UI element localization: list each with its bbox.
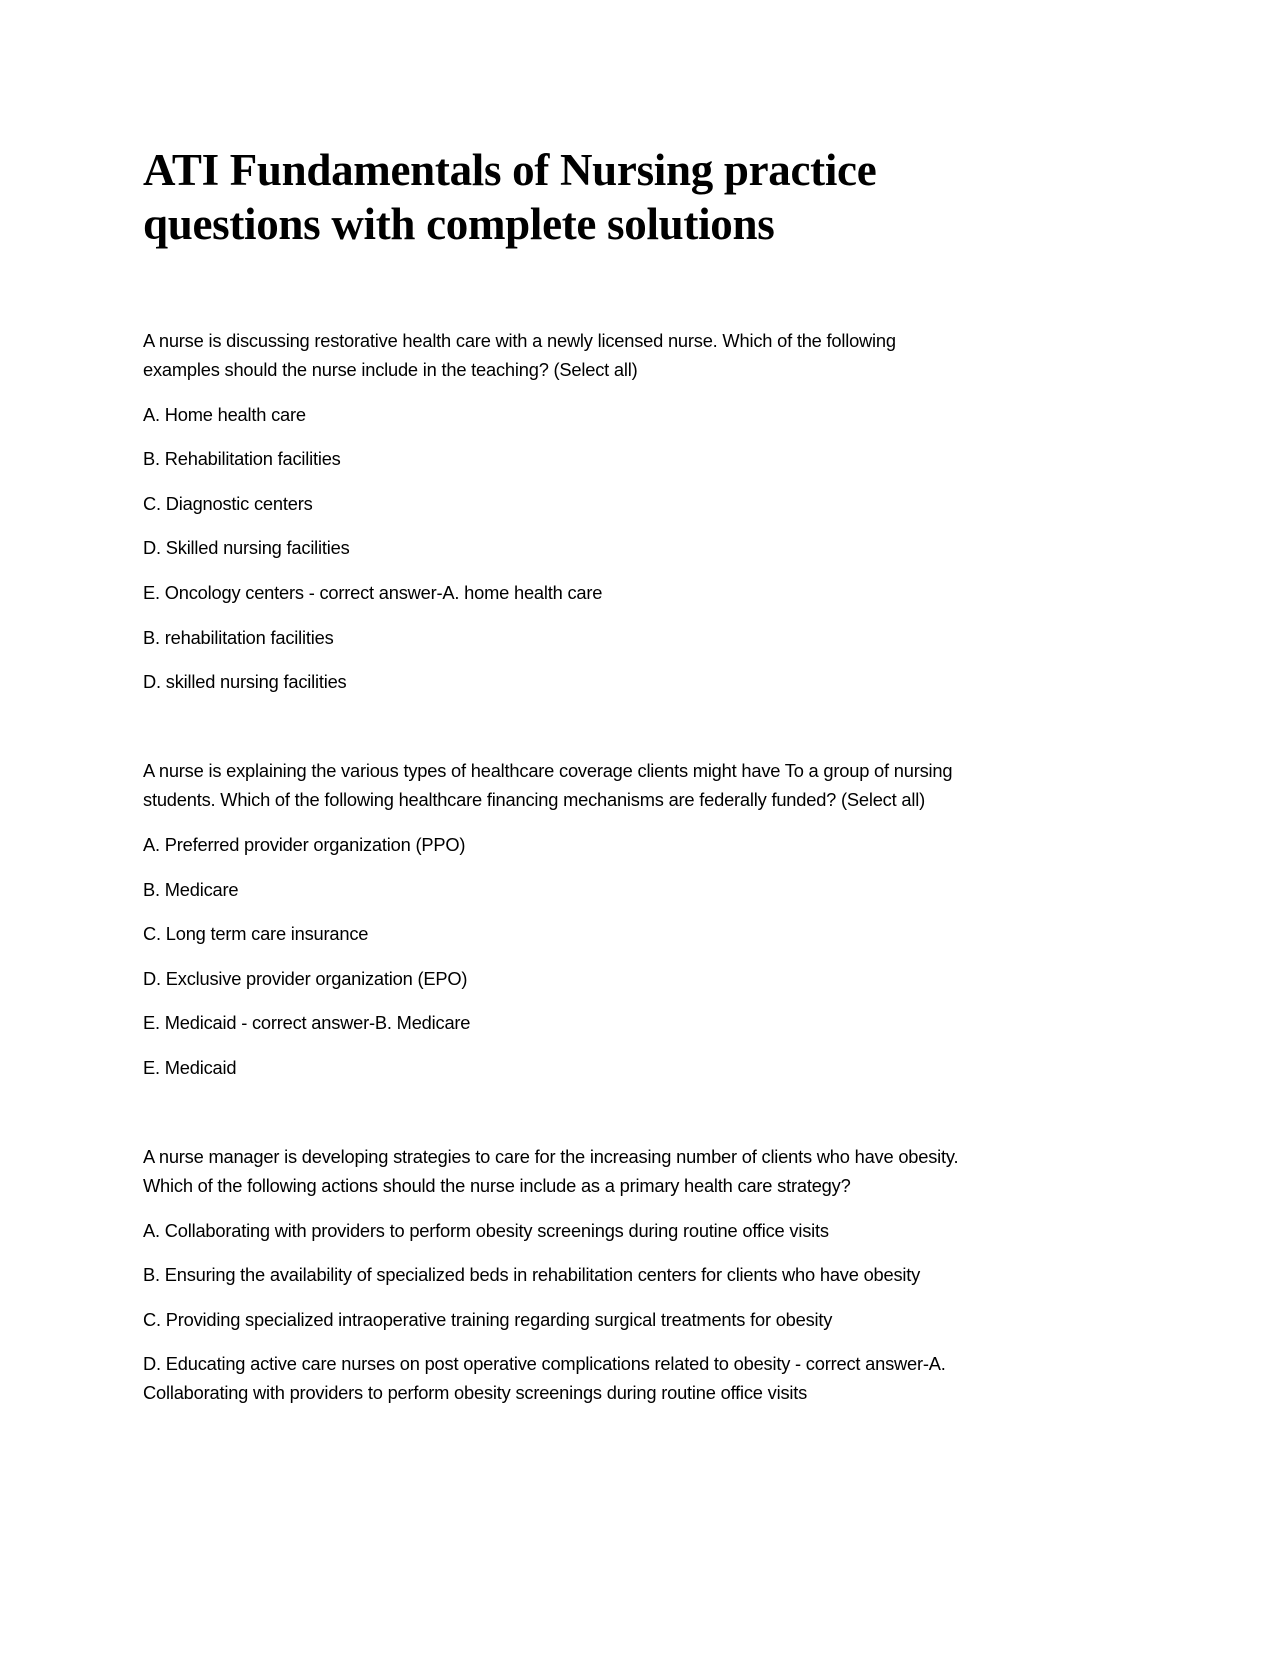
option: B. Ensuring the availability of specialized beds in rehabilitation centers for clients who have obesity	[143, 1264, 921, 1286]
blank-paragraph	[143, 1098, 1103, 1127]
blank-paragraph	[143, 712, 1103, 741]
document-body	[143, 326, 1103, 1407]
option: C. Long term care insurance	[143, 923, 369, 945]
document-title: ATI Fundamentals of Nursing practice questions with complete solutions	[143, 145, 877, 249]
option: A. Home health care	[143, 403, 306, 425]
option-with-answer: E. Medicaid - correct answer-B. Medicare	[143, 1012, 471, 1034]
option-with-answer: D. Educating active care nurses on post operative complications related to obesity - correct answer-A. Collaborating with providers to perform obesity screenings during routine office visits	[143, 1353, 946, 1404]
answer-line: D. skilled nursing facilities	[143, 671, 347, 693]
option: C. Diagnostic centers	[143, 492, 313, 514]
question-2-stem: A nurse is explaining the various types of healthcare coverage clients might have To a group of nursing students. Which of the following healthcare financing mechanisms are federally funded? (Select all)	[143, 760, 953, 811]
document-page	[143, 143, 1103, 1423]
option: B. Medicare	[143, 878, 239, 900]
answer-line: B. rehabilitation facilities	[143, 626, 334, 648]
option: D. Skilled nursing facilities	[143, 537, 350, 559]
option: B. Rehabilitation facilities	[143, 448, 341, 470]
option: C. Providing specialized intraoperative training regarding surgical treatments for obesity	[143, 1308, 833, 1330]
option: D. Exclusive provider organization (EPO)	[143, 967, 468, 989]
question-1-stem: A nurse is discussing restorative health care with a newly licensed nurse. Which of the following examples should the nurse include in the teaching? (Select all)	[143, 330, 896, 380]
option: A. Collaborating with providers to perform obesity screenings during routine office visits	[143, 1219, 829, 1241]
option: A. Preferred provider organization (PPO)	[143, 833, 466, 855]
option-with-answer: E. Oncology centers - correct answer-A. home health care	[143, 581, 603, 603]
question-3-stem: A nurse manager is developing strategies to care for the increasing number of clients who have obesity. Which of the following actions should the nurse include as a primary health care strategy?	[143, 1146, 959, 1197]
answer-line: E. Medicaid	[143, 1056, 237, 1078]
